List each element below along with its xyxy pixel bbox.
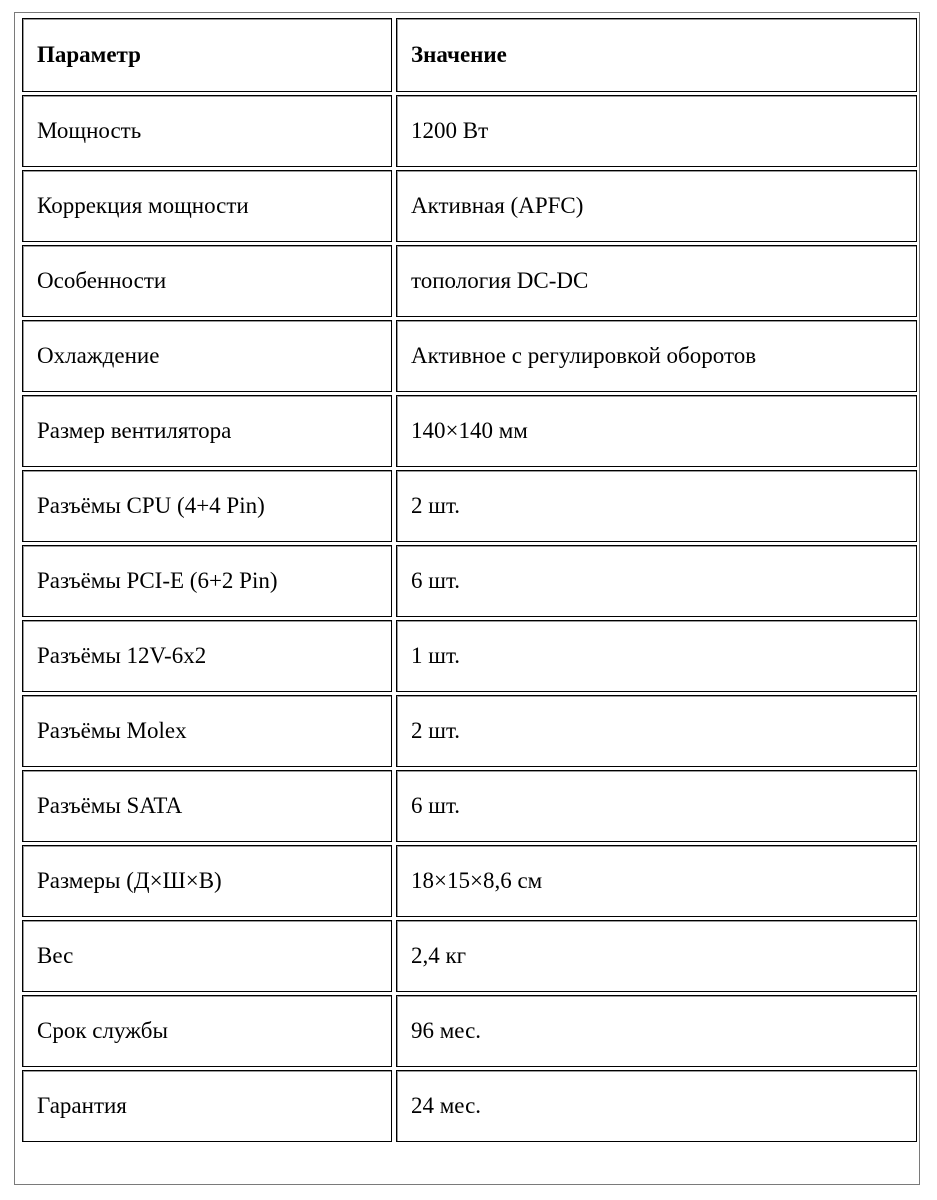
parameter-cell: Мощность <box>22 95 392 167</box>
value-cell: 2 шт. <box>396 695 917 767</box>
value-cell: Активная (APFC) <box>396 170 917 242</box>
spec-table <box>18 15 921 1145</box>
value-cell: топология DC-DC <box>396 245 917 317</box>
table-row <box>22 695 917 767</box>
parameter-cell: Срок службы <box>22 995 392 1067</box>
table-row <box>22 95 917 167</box>
value-cell: 6 шт. <box>396 770 917 842</box>
parameter-cell: Размер вентилятора <box>22 395 392 467</box>
table-row <box>22 545 917 617</box>
value-cell: 2,4 кг <box>396 920 917 992</box>
value-cell: 2 шт. <box>396 470 917 542</box>
value-cell: Активное с регулировкой оборотов <box>396 320 917 392</box>
parameter-cell: Гарантия <box>22 1070 392 1142</box>
header-value: Значение <box>396 18 917 92</box>
parameter-cell: Коррекция мощности <box>22 170 392 242</box>
value-cell: 1200 Вт <box>396 95 917 167</box>
table-row <box>22 770 917 842</box>
table-row <box>22 245 917 317</box>
parameter-cell: Размеры (Д×Ш×В) <box>22 845 392 917</box>
value-cell: 24 мес. <box>396 1070 917 1142</box>
table-row <box>22 170 917 242</box>
value-cell: 18×15×8,6 см <box>396 845 917 917</box>
table-row <box>22 1070 917 1142</box>
parameter-cell: Разъёмы Molex <box>22 695 392 767</box>
parameter-cell: Разъёмы SATA <box>22 770 392 842</box>
parameter-cell: Разъёмы 12V-6x2 <box>22 620 392 692</box>
value-cell: 140×140 мм <box>396 395 917 467</box>
table-row <box>22 320 917 392</box>
parameter-cell: Разъёмы PCI-E (6+2 Pin) <box>22 545 392 617</box>
value-cell: 6 шт. <box>396 545 917 617</box>
value-cell: 1 шт. <box>396 620 917 692</box>
header-parameter: Параметр <box>22 18 392 92</box>
parameter-cell: Разъёмы CPU (4+4 Pin) <box>22 470 392 542</box>
table-row <box>22 620 917 692</box>
table-row <box>22 470 917 542</box>
parameter-cell: Вес <box>22 920 392 992</box>
table-row <box>22 920 917 992</box>
table-row <box>22 395 917 467</box>
table-header-row <box>22 18 917 92</box>
value-cell: 96 мес. <box>396 995 917 1067</box>
parameter-cell: Особенности <box>22 245 392 317</box>
table-row <box>22 845 917 917</box>
table-row <box>22 995 917 1067</box>
parameter-cell: Охлаждение <box>22 320 392 392</box>
